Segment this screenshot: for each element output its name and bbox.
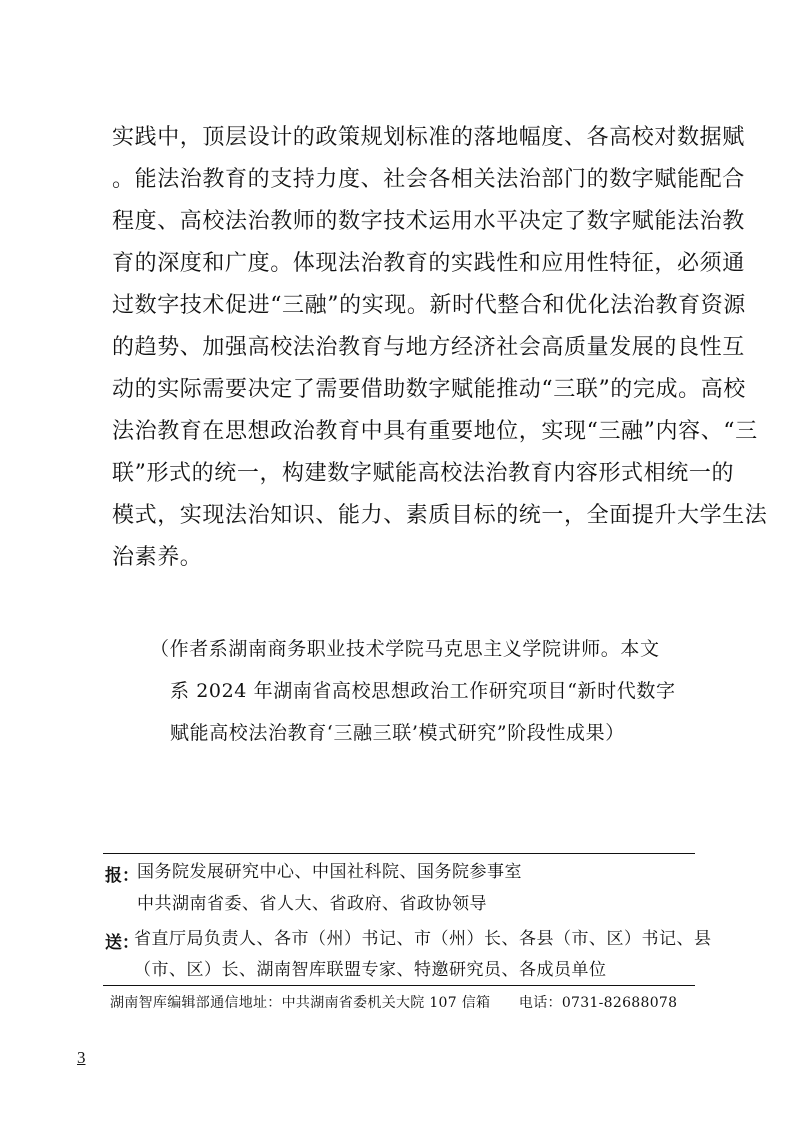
body-line: 联”形式的统一，构建数字赋能高校法治教育内容形式相统一的: [112, 461, 735, 486]
song-label: 送：: [105, 933, 139, 953]
bottom-divider: [103, 985, 695, 986]
page-number: 3: [77, 1048, 86, 1067]
body-line: 法治教育在思想政治教育中具有重要地位，实现“三融”内容、“三: [112, 419, 758, 444]
author-note-line: 系 2024 年湖南省高校思想政治工作研究项目“新时代数字: [170, 680, 676, 702]
body-line: 育的深度和广度。体现法治教育的实践性和应用性特征，必须通: [112, 251, 745, 276]
body-line: 模式，实现法治知识、能力、素质目标的统一，全面提升大学生法: [112, 503, 768, 528]
author-note-line: 赋能高校法治教育‘三融三联’模式研究”阶段性成果）: [170, 722, 625, 744]
body-line: 治素养。: [112, 545, 203, 570]
body-line: 实践中，顶层设计的政策规划标准的落地幅度、各高校对数据赋: [112, 125, 745, 150]
body-line: 程度、高校法治教师的数字技术运用水平决定了数字赋能法治教: [112, 209, 745, 234]
footer-address: 湖南智库编辑部通信地址：中共湖南省委机关大院 107 信箱 电话：0731-82688078: [110, 995, 678, 1011]
body-line: 动的实际需要决定了需要借助数字赋能推动“三联”的完成。高校: [112, 377, 746, 402]
body-line: 。能法治教育的支持力度、社会各相关法治部门的数字赋能配合: [112, 167, 745, 192]
distribution-line: 省直厅局负责人、各市（州）书记、市（州）长、各县（市、区）书记、县: [134, 929, 712, 949]
author-note-line: （作者系湖南商务职业技术学院马克思主义学院讲师。本文: [150, 638, 660, 660]
distribution-line: （市、区）长、湖南智库联盟专家、特邀研究员、各成员单位: [134, 960, 607, 980]
top-divider: [103, 853, 695, 854]
body-line: 的趋势、加强高校法治教育与地方经济社会高质量发展的良性互: [112, 335, 745, 360]
bao-label: 报：: [105, 866, 139, 886]
distribution-line: 中共湖南省委、省人大、省政府、省政协领导: [137, 894, 487, 914]
body-line: 过数字技术促进“三融”的实现。新时代整合和优化法治教育资源: [112, 293, 746, 318]
distribution-line: 国务院发展研究中心、中国社科院、国务院参事室: [137, 862, 522, 882]
